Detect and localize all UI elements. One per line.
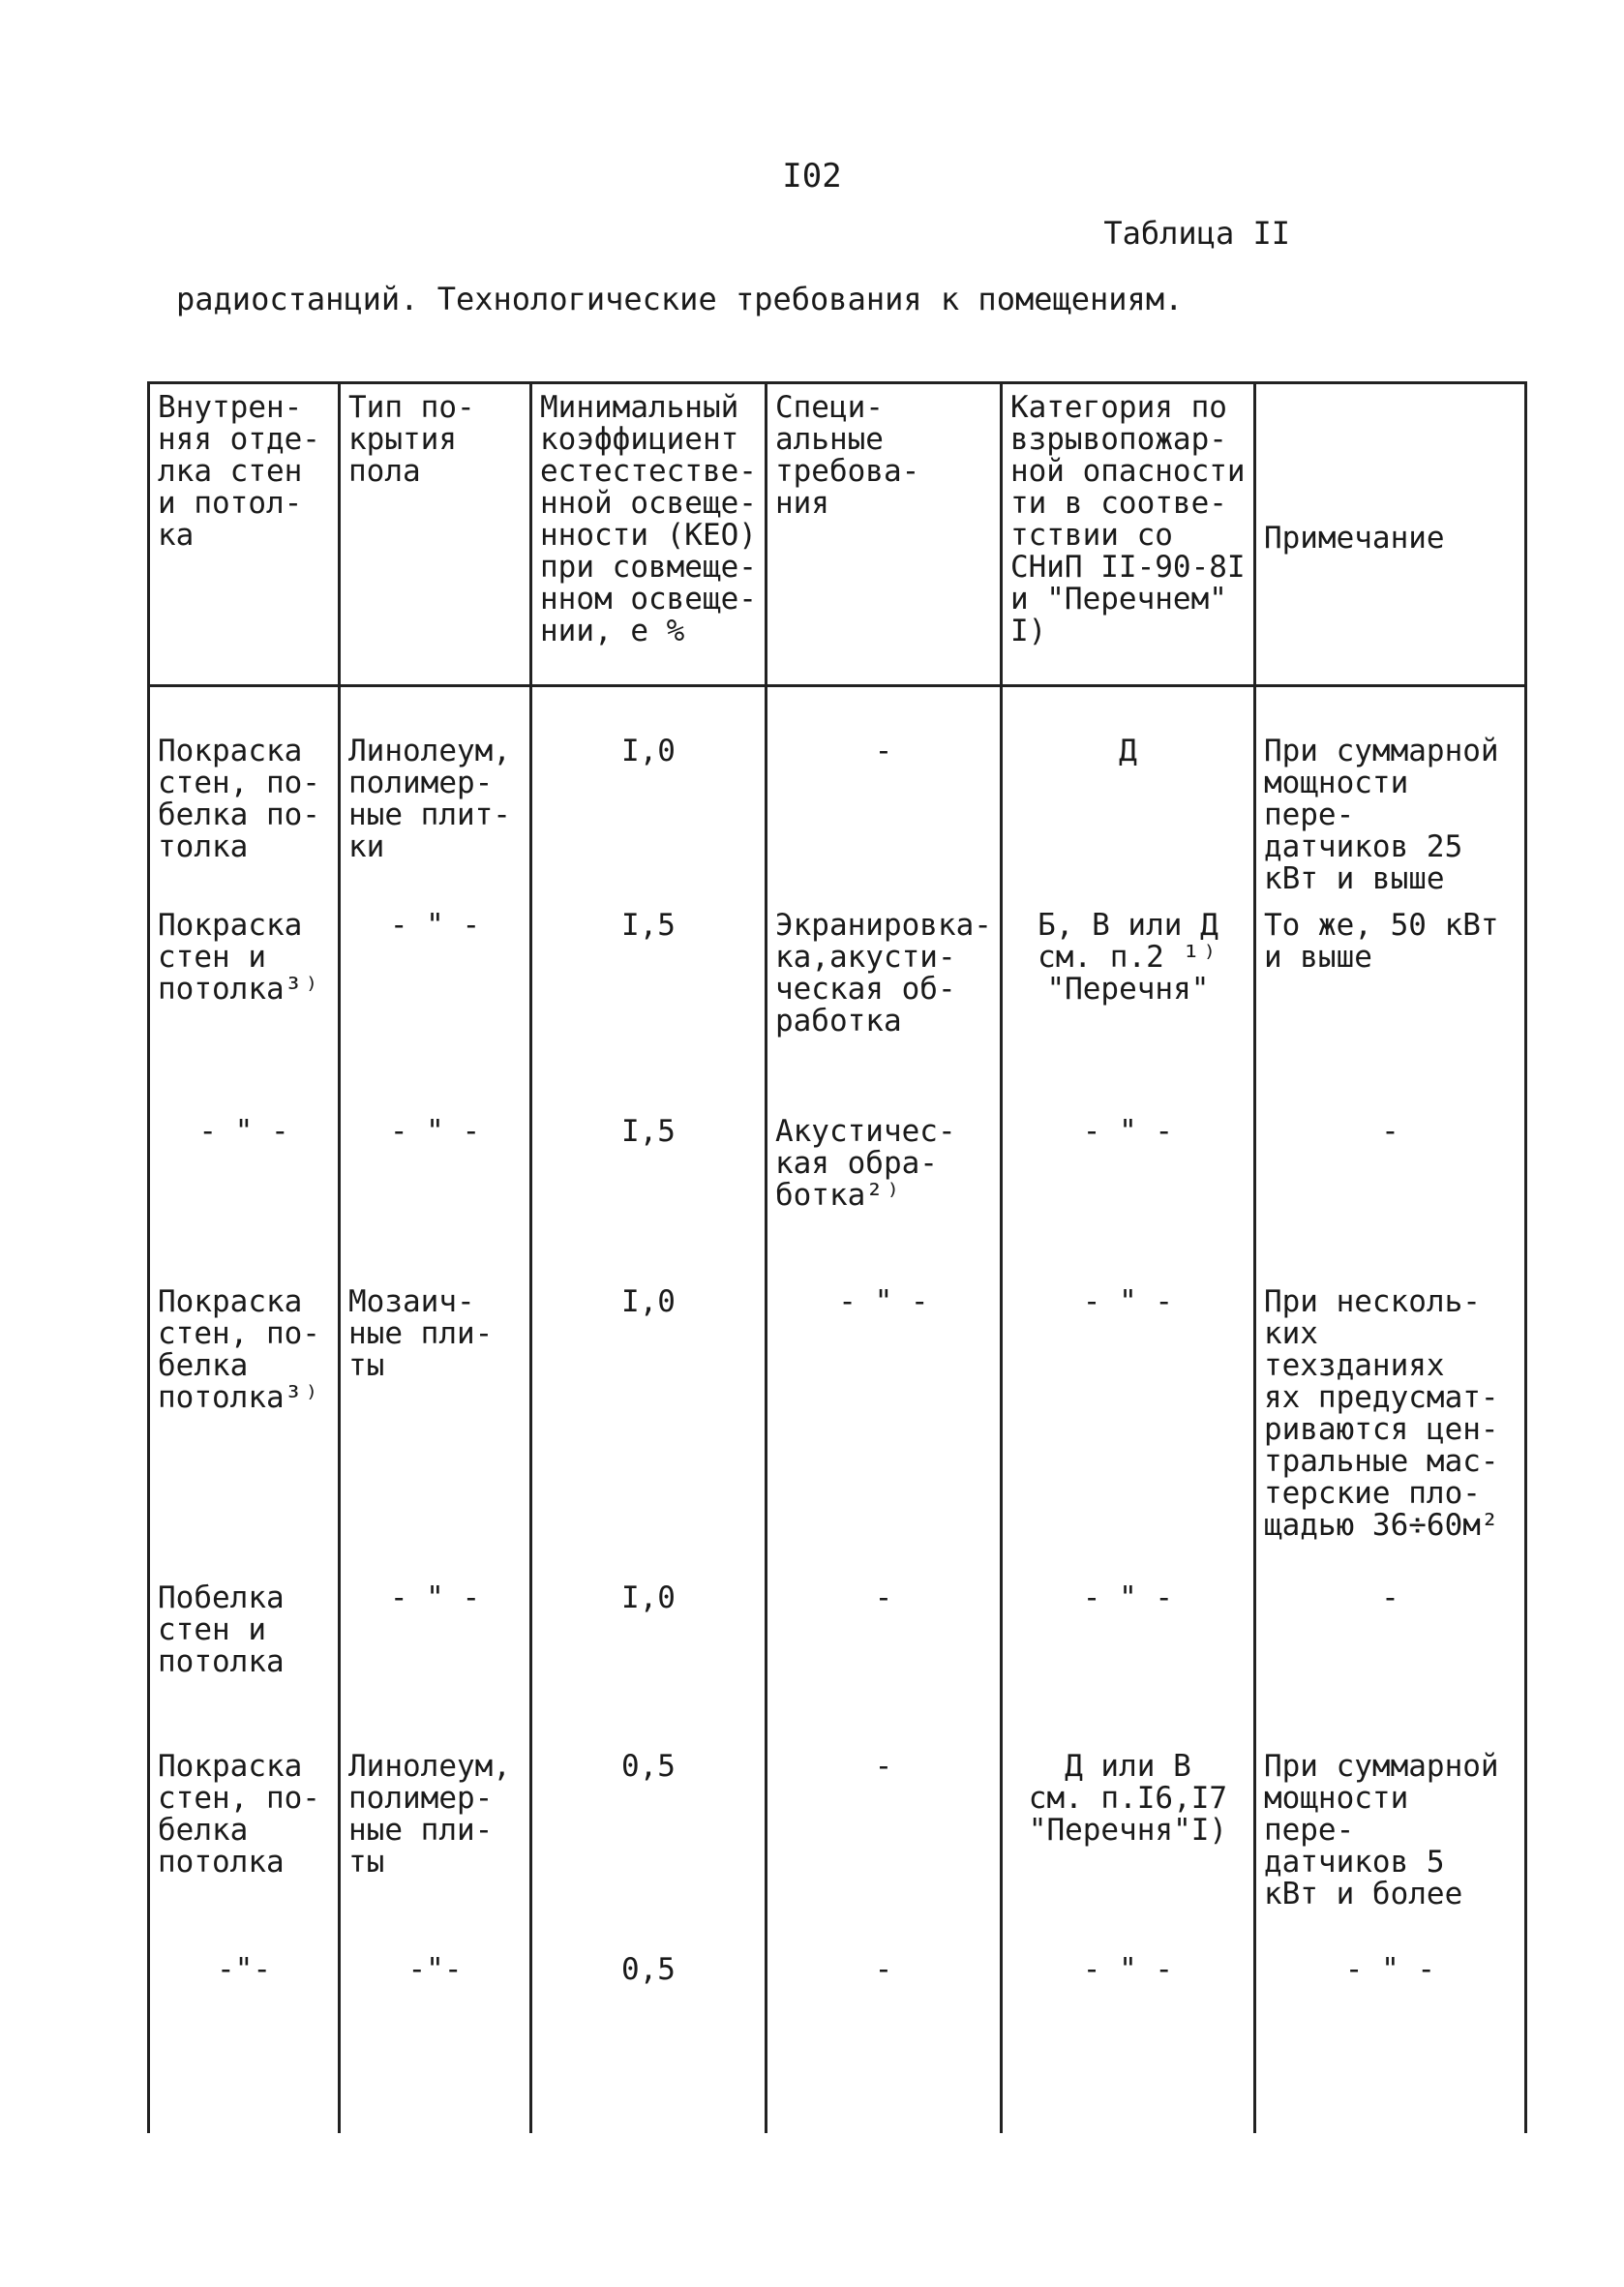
table-row (149, 902, 1526, 1108)
cell-wall-finish: Покраска стен, по- белка по- толка (149, 686, 340, 903)
cell-floor-type: - " - (340, 1108, 531, 1279)
page-number: I02 (782, 157, 842, 196)
header-floor-type: Тип по- крытия пола (340, 383, 531, 686)
table-row (149, 1575, 1526, 1743)
cell-wall-finish: Побелка стен и потолка (149, 1575, 340, 1743)
cell-keo: I,0 (531, 686, 767, 903)
cell-keo: I,5 (531, 1108, 767, 1279)
cell-wall-finish: Покраска стен и потолка³⁾ (149, 902, 340, 1108)
cell-category: Д (1001, 686, 1254, 903)
cell-floor-type: Линолеум, полимер- ные плит- ки (340, 686, 531, 903)
cell-keo: 0,5 (531, 1743, 767, 1946)
table-caption: радиостанций. Технологические требования к помещениям. (176, 281, 1184, 317)
cell-note: - (1254, 1108, 1525, 1279)
cell-floor-type: Линолеум, полимер- ные пли- ты (340, 1743, 531, 1946)
cell-category: Д или В см. п.I6,I7 "Перечня"I) (1001, 1743, 1254, 1946)
cell-note: При суммарной мощности пере- датчиков 25 кВт и выше (1254, 686, 1525, 903)
table-row (149, 686, 1526, 903)
cell-floor-type: - " - (340, 1575, 531, 1743)
cell-note: При суммарной мощности пере- датчиков 5 кВт и более (1254, 1743, 1525, 1946)
cell-category: - " - (1001, 1946, 1254, 2133)
cell-special: Акустичес- кая обра- ботка²⁾ (766, 1108, 1001, 1279)
table-row (149, 1108, 1526, 1279)
cell-category: - " - (1001, 1575, 1254, 1743)
cell-wall-finish: Покраска стен, по- белка потолка³⁾ (149, 1279, 340, 1575)
cell-floor-type: -"- (340, 1946, 531, 2133)
cell-keo: I,0 (531, 1575, 767, 1743)
cell-special: - (766, 686, 1001, 903)
header-keo: Минимальный коэффициент естестестве- нной освеще- нности (КЕО) при совмеще- нном освеще- нии, е % (531, 383, 767, 686)
table-row (149, 1946, 1526, 2133)
cell-special: - " - (766, 1279, 1001, 1575)
table-row (149, 1743, 1526, 1946)
table-label: Таблица II (1103, 215, 1290, 252)
cell-note: - " - (1254, 1946, 1525, 2133)
cell-special: - (766, 1743, 1001, 1946)
cell-category: - " - (1001, 1108, 1254, 1279)
cell-keo: I,5 (531, 902, 767, 1108)
cell-note: То же, 50 кВт и выше (1254, 902, 1525, 1108)
cell-special: Экранировка- ка,акусти- ческая об- работка (766, 902, 1001, 1108)
cell-wall-finish: - " - (149, 1108, 340, 1279)
requirements-table (147, 381, 1527, 2133)
cell-wall-finish: -"- (149, 1946, 340, 2133)
cell-note: При несколь- ких техзданиях ях предусмат- риваются цен- тральные мас- терские пло- щадью 36÷60м² (1254, 1279, 1525, 1575)
table-row (149, 1279, 1526, 1575)
cell-note: - (1254, 1575, 1525, 1743)
cell-floor-type: - " - (340, 902, 531, 1108)
header-wall-finish: Внутрен- няя отде- лка стен и потол- ка (149, 383, 340, 686)
table-header-row (149, 383, 1526, 686)
cell-keo: 0,5 (531, 1946, 767, 2133)
cell-special: - (766, 1946, 1001, 2133)
header-fire-category: Категория по взрывопожар- ной опасности ти в соотве- тствии со СНиП II-90-8I и "Перечнем" I) (1001, 383, 1254, 686)
cell-floor-type: Мозаич- ные пли- ты (340, 1279, 531, 1575)
cell-category: Б, В или Д см. п.2 ¹⁾ "Перечня" (1001, 902, 1254, 1108)
header-special-requirements: Специ- альные требова- ния (766, 383, 1001, 686)
cell-special: - (766, 1575, 1001, 1743)
cell-wall-finish: Покраска стен, по- белка потолка (149, 1743, 340, 1946)
cell-category: - " - (1001, 1279, 1254, 1575)
header-note: Примечание (1254, 383, 1525, 686)
cell-keo: I,0 (531, 1279, 767, 1575)
